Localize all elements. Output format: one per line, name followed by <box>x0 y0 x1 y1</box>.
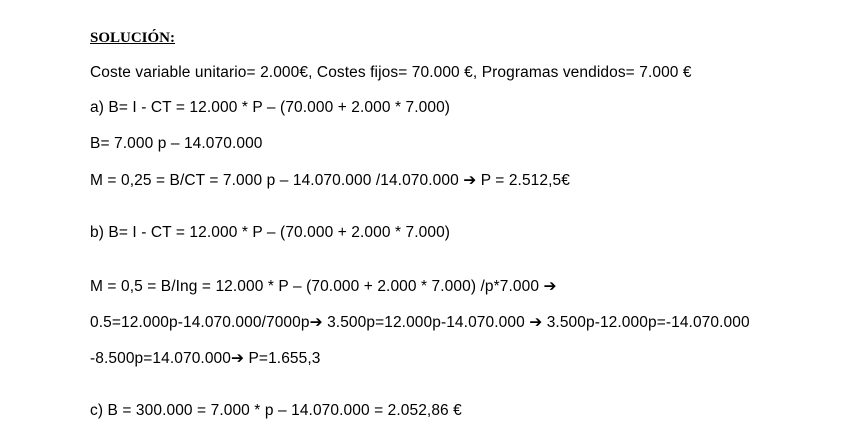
part-b-margin-equation: M = 0,5 = B/Ing = 12.000 * P – (70.000 + 2.000 * 7.000) /p*7.000 ➔ <box>90 278 557 295</box>
part-b-result: -8.500p=14.070.000➔ P=1.655,3 <box>90 350 321 367</box>
part-c-result: c) B = 300.000 = 7.000 * p – 14.070.000 = 2.052,86 € <box>90 402 462 419</box>
part-b-profit-equation: b) B= I - CT = 12.000 * P – (70.000 + 2.000 * 7.000) <box>90 224 451 241</box>
part-b-derivation-step: 0.5=12.000p-14.070.000/7000p➔ 3.500p=12.000p-14.070.000 ➔ 3.500p-12.000p=-14.070.000 <box>90 314 750 331</box>
document-page <box>90 0 840 434</box>
part-a-margin-result: M = 0,25 = B/CT = 7.000 p – 14.070.000 /14.070.000 ➔ P = 2.512,5€ <box>90 172 570 189</box>
part-a-profit-equation: a) B= I - CT = 12.000 * P – (70.000 + 2.000 * 7.000) <box>90 99 451 116</box>
solution-title: SOLUCIÓN: <box>90 30 176 46</box>
part-a-profit-simplified: B= 7.000 p – 14.070.000 <box>90 135 263 152</box>
data-summary-line: Coste variable unitario= 2.000€, Costes fijos= 70.000 €, Programas vendidos= 7.000 € <box>90 64 692 81</box>
